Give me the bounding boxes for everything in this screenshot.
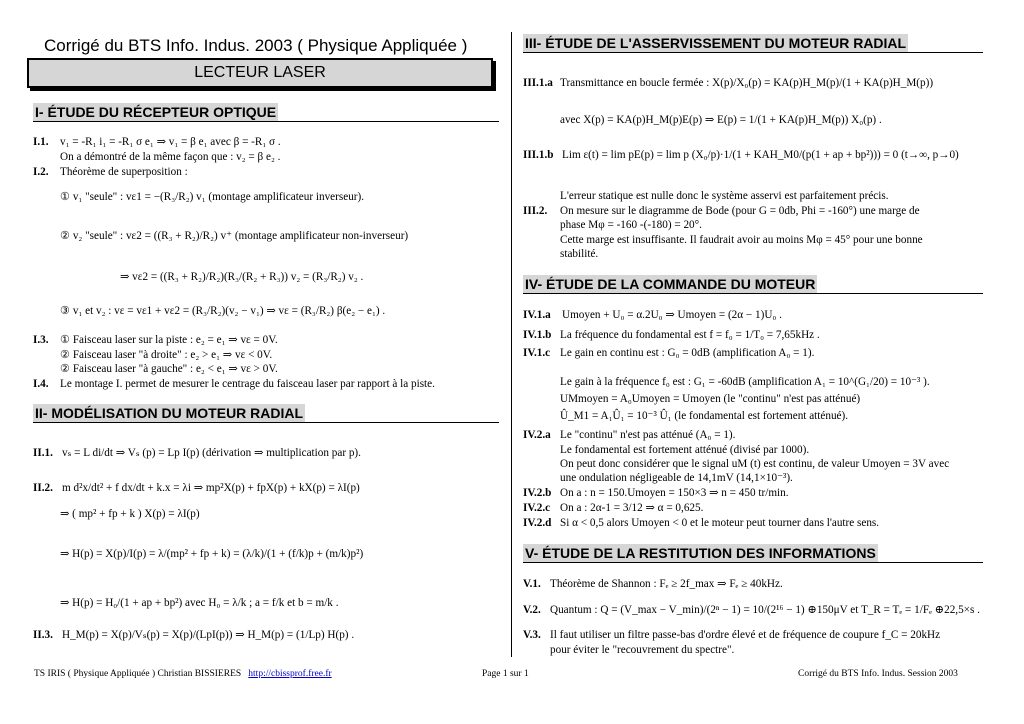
label-text: IV.1.c: [523, 347, 551, 359]
answer-text: On a : n = 150.Umoyen = 150×3 ⇒ n = 450 tr/min.: [560, 487, 789, 499]
heading-rule: [523, 293, 983, 294]
formula-text: avec X(p) = KA(p)H_M(p)E(p) ⇒ E(p) = 1/(1 + KA(p)H_M(p)) X₀(p) .: [560, 114, 882, 126]
answer-text: Le gain en continu est : G₀ = 0dB (amplification A₀ = 1).: [560, 347, 815, 359]
question-label: [523, 501, 550, 515]
formula-text: vₛ = L di/dt ⇒ Vₛ (p) = Lp I(p) (dérivation ⇒ multiplication par p).: [62, 447, 361, 459]
question-label: [33, 333, 49, 347]
heading-rule: [523, 562, 983, 563]
formula-text: ② v₂ "seule" : vε2 = ((R₃ + R₂)/R₂) v⁺ (montage amplificateur non-inverseur): [60, 230, 409, 242]
question-label: I.1.: [33, 136, 49, 148]
section-heading-3: III- ÉTUDE DE L'ASSERVISSEMENT DU MOTEUR RADIAL: [525, 35, 907, 51]
formula-text: ⇒ ( mp² + fp + k ) X(p) = λI(p): [60, 508, 200, 520]
question-label: [33, 628, 53, 642]
label-text: IV.2.a: [523, 429, 551, 441]
label-text: IV.2.c: [523, 502, 551, 514]
label-text: III.1.b: [523, 149, 554, 161]
answer-text: On peut donc considérer que le signal uM (t) est continu, de valeur Umoyen = 3V avec: [560, 458, 950, 470]
question-label: [523, 346, 550, 360]
answer-text: La fréquence du fondamental est f = f₀ = 1/T₀ = 7,65kHz .: [560, 329, 820, 341]
label-text: II.1.: [33, 447, 53, 459]
question-label: [523, 204, 547, 218]
answer-text: ① Faisceau laser sur la piste : e₂ = e₁ ⇒ vε = 0V.: [60, 334, 278, 346]
answer-text: Le montage I. permet de mesurer le centrage du faisceau laser par rapport à la piste.: [60, 378, 435, 390]
formula-text: Quantum : Q = (V_max − V_min)/(2ⁿ − 1) = 10/(2¹⁶ − 1) ⊕150μV et T_R = Tₑ = 1/Fₑ ⊕22,5×s .: [550, 604, 980, 616]
answer-text: Le gain à la fréquence f₀ est : G₁ = -60dB (amplification A₁ = 10^(G₁/20) = 10⁻³ ).: [560, 376, 930, 388]
question-label: [33, 165, 49, 179]
label-text: III.1.a: [523, 77, 553, 89]
footer-page-number: Page 1 sur 1: [482, 669, 529, 679]
label-text: I.3.: [33, 334, 49, 346]
heading-rule: [523, 52, 983, 53]
answer-text: Û_M1 = A₁Û₁ = 10⁻³ Û₁ (le fondamental est fortement atténué).: [560, 410, 849, 422]
document-title: Corrigé du BTS Info. Indus. 2003 ( Physique Appliquée ): [44, 36, 468, 55]
question-label: [523, 577, 541, 591]
label-text: IV.2.b: [523, 487, 552, 499]
answer-text: UMmoyen = A₀Umoyen = Umoyen (le "continu" n'est pas atténué): [560, 393, 861, 405]
label-text: V.1.: [523, 578, 541, 590]
answer-text: Le fondamental est fortement atténué (divisé par 1000).: [560, 444, 810, 456]
footer-left: [34, 669, 332, 679]
answer-text: On a démontré de la même façon que : v₂ = β e₂ .: [60, 151, 281, 163]
label-text: III.2.: [523, 205, 548, 217]
answer-text: Théorème de superposition :: [60, 166, 188, 178]
question-label: [523, 603, 541, 617]
answer-text: v₁ = -R₁ i₁ = -R₁ σ e₁ ⇒ v₁ = β e₁ avec β = -R₁ σ .: [60, 136, 281, 148]
label-text: I.4.: [33, 378, 49, 390]
question-label: [33, 481, 53, 495]
answer-text: phase Mφ = -160 -(-180) = 20°.: [560, 219, 702, 231]
formula-text: Umoyen + U₀ = α.2U₀ ⇒ Umoyen = (2α − 1)U₀ .: [562, 309, 782, 321]
question-label: [523, 76, 553, 90]
formula-text: m d²x/dt² + f dx/dt + k.x = λi ⇒ mp²X(p) + fpX(p) + kX(p) = λI(p): [62, 482, 360, 494]
label-text: IV.1.a: [523, 309, 551, 321]
footer-right: Corrigé du BTS Info. Indus. Session 2003: [798, 669, 958, 679]
answer-text: Le "continu" n'est pas atténué (A₀ = 1).: [560, 429, 736, 441]
answer-text: Si α < 0,5 alors Umoyen < 0 et le moteur peut tourner dans l'autre sens.: [560, 517, 880, 529]
question-label: [523, 308, 551, 322]
answer-text: stabilité.: [560, 248, 599, 260]
question-label: [523, 148, 553, 162]
question-label: [523, 628, 541, 642]
section-heading-2: II- MODÉLISATION DU MOTEUR RADIAL: [35, 405, 304, 421]
label-text: IV.1.b: [523, 329, 552, 341]
question-label: [33, 377, 49, 391]
footer-author: TS IRIS ( Physique Appliquée ) Christian BISSIERES: [34, 669, 242, 679]
label-text: V.3.: [523, 629, 541, 641]
answer-text: On mesure sur le diagramme de Bode (pour G = 0db, Phi = -160°) une marge de: [560, 205, 920, 217]
footer-link[interactable]: http://cbissprof.free.fr: [248, 669, 332, 679]
answer-text: Cette marge est insuffisante. Il faudrait avoir au moins Mφ = 45° pour une bonne: [560, 234, 923, 246]
label-text: II.3.: [33, 629, 53, 641]
question-label: [523, 428, 551, 442]
formula-text: Lim ε(t) = lim pE(p) = lim p (X₀/p)·1/(1 + KAH_M0/(p(1 + ap + bp²))) = 0 (t→∞, p→0): [562, 149, 959, 161]
banner-title: LECTEUR LASER: [194, 64, 326, 81]
label-text: I.2.: [33, 166, 49, 178]
answer-text: On a : 2α-1 = 3/12 ⇒ α = 0,625.: [560, 502, 704, 514]
answer-text: L'erreur statique est nulle donc le système asservi est parfaitement précis.: [560, 190, 889, 202]
section-heading-1: I- ÉTUDE DU RÉCEPTEUR OPTIQUE: [35, 104, 277, 120]
question-label: [523, 516, 551, 530]
answer-text: ② Faisceau laser "à droite" : e₂ > e₁ ⇒ vε < 0V.: [60, 349, 273, 361]
label-text: V.2.: [523, 604, 541, 616]
answer-text: Il faut utiliser un filtre passe-bas d'ordre élevé et de fréquence de coupure f_C = 20kHz: [550, 629, 941, 641]
formula-text: ③ v₁ et v₂ : vε = vε1 + vε2 = (R₃/R₂)(v₂ − v₁) ⇒ vε = (R₃/R₂) β(e₂ − e₁) .: [60, 305, 386, 317]
title-banner: [27, 58, 493, 88]
answer-text: une ondulation négligeable de 14,1mV (14,1×10⁻³).: [560, 472, 793, 484]
formula-text: Transmittance en boucle fermée : X(p)/X₀(p) = KA(p)H_M(p)/(1 + KA(p)H_M(p)): [560, 77, 934, 89]
answer-text: pour éviter le "recouvrement du spectre".: [550, 644, 735, 656]
formula-text: H_M(p) = X(p)/Vₛ(p) = X(p)/(LpI(p)) ⇒ H_M(p) = (1/Lp) H(p) .: [62, 629, 355, 641]
column-divider: [511, 32, 512, 657]
label-text: II.2.: [33, 482, 53, 494]
question-label: [33, 446, 53, 460]
heading-rule: [33, 422, 499, 423]
formula-text: ⇒ H(p) = H₀/(1 + ap + bp²) avec H₀ = λ/k ; a = f/k et b = m/k .: [60, 597, 339, 609]
section-heading-4: IV- ÉTUDE DE LA COMMANDE DU MOTEUR: [525, 276, 816, 292]
answer-text: ② Faisceau laser "à gauche" : e₂ < e₁ ⇒ vε > 0V.: [60, 363, 278, 375]
formula-text: ⇒ H(p) = X(p)/I(p) = λ/(mp² + fp + k) = (λ/k)/(1 + (f/k)p + (m/k)p²): [60, 548, 364, 560]
section-heading-5: V- ÉTUDE DE LA RESTITUTION DES INFORMATIONS: [525, 545, 876, 561]
label-text: IV.2.d: [523, 517, 552, 529]
formula-text: ① v₁ "seule" : vε1 = −(R₃/R₂) v₁ (montage amplificateur inverseur).: [60, 191, 365, 203]
answer-text: Théorème de Shannon : Fₑ ≥ 2f_max ⇒ Fₑ ≥ 40kHz.: [550, 578, 783, 590]
answer-line: [33, 135, 49, 149]
question-label: [523, 328, 551, 342]
heading-rule: [33, 121, 499, 122]
question-label: [523, 486, 551, 500]
formula-text: ⇒ vε2 = ((R₃ + R₂)/R₂)(R₃/(R₂ + R₃)) v₂ = (R₃/R₂) v₂ .: [120, 271, 364, 283]
